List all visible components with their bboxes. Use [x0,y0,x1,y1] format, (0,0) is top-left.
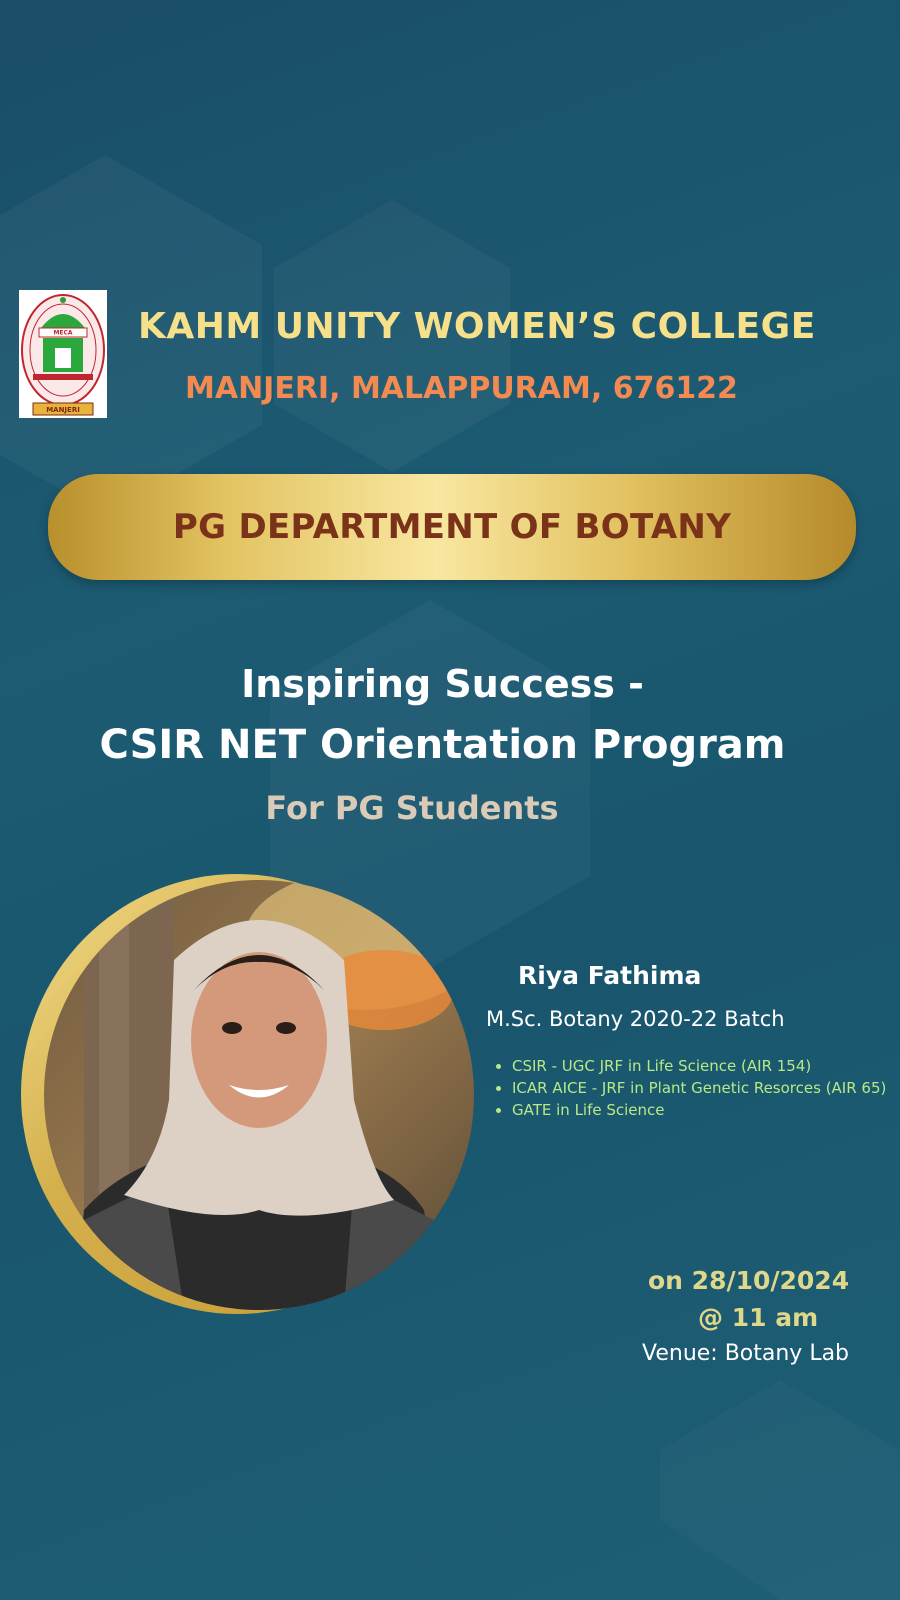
speaker-name: Riya Fathima [518,961,702,990]
list-item: • CSIR - UGC JRF in Life Science (AIR 154) [512,1055,892,1077]
event-time: @ 11 am [698,1303,819,1332]
logo-bottom-text: MANJERI [46,406,80,414]
event-date: on 28/10/2024 [648,1266,850,1295]
speaker-batch: M.Sc. Botany 2020-22 Batch [486,1007,785,1031]
event-venue: Venue: Botany Lab [642,1341,850,1366]
college-logo [19,290,107,418]
college-name: KAHM UNITY WOMEN’S COLLEGE [138,306,816,347]
event-title-line2: CSIR NET Orientation Program [99,722,786,768]
event-title-line1: Inspiring Success - [241,662,644,706]
speaker-photo [44,880,474,1310]
list-item: • ICAR AICE - JRF in Plant Genetic Resorces (AIR 65) [512,1077,892,1099]
achievement-list [492,1055,892,1121]
logo-top-text: MECA [53,329,73,337]
event-subtitle: For PG Students [265,789,559,827]
department-name: PG DEPARTMENT OF BOTANY [172,507,732,547]
college-address: MANJERI, MALAPPURAM, 676122 [185,371,738,406]
list-item: • GATE in Life Science [512,1099,892,1121]
